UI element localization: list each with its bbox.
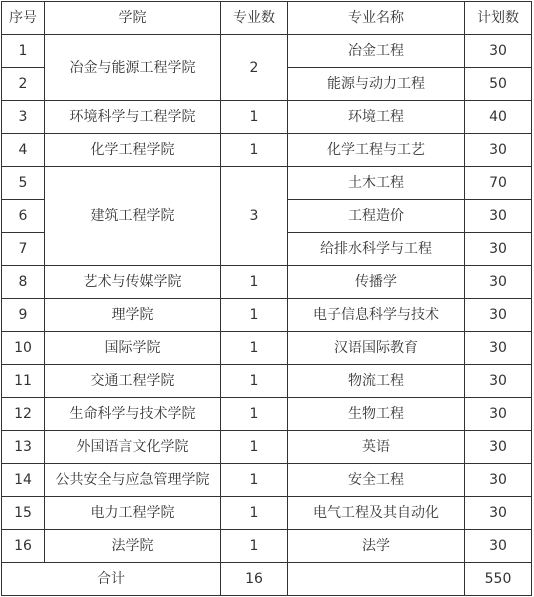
row-quota: 30 bbox=[465, 431, 532, 464]
table-row bbox=[2, 497, 532, 530]
row-quota: 30 bbox=[465, 332, 532, 365]
row-index: 12 bbox=[2, 398, 45, 431]
row-major-count: 1 bbox=[221, 332, 288, 365]
row-major-name: 工程造价 bbox=[288, 200, 465, 233]
row-college: 法学院 bbox=[45, 530, 221, 563]
row-major-name: 法学 bbox=[288, 530, 465, 563]
row-index: 5 bbox=[2, 167, 45, 200]
total-row bbox=[2, 563, 532, 596]
row-college: 电力工程学院 bbox=[45, 497, 221, 530]
header-major-name: 专业名称 bbox=[288, 2, 465, 35]
row-index: 7 bbox=[2, 233, 45, 266]
row-major-name: 生物工程 bbox=[288, 398, 465, 431]
row-major-name: 冶金工程 bbox=[288, 35, 465, 68]
row-major-count: 1 bbox=[221, 365, 288, 398]
row-college: 生命科学与技术学院 bbox=[45, 398, 221, 431]
row-quota: 70 bbox=[465, 167, 532, 200]
row-quota: 50 bbox=[465, 68, 532, 101]
header-index: 序号 bbox=[2, 2, 45, 35]
row-quota: 30 bbox=[465, 530, 532, 563]
row-major-count: 3 bbox=[221, 167, 288, 266]
table-row bbox=[2, 101, 532, 134]
row-major-name: 电子信息科学与技术 bbox=[288, 299, 465, 332]
row-college: 化学工程学院 bbox=[45, 134, 221, 167]
row-quota: 40 bbox=[465, 101, 532, 134]
row-major-count: 1 bbox=[221, 134, 288, 167]
row-quota: 30 bbox=[465, 200, 532, 233]
total-major-count: 16 bbox=[221, 563, 288, 596]
table-row bbox=[2, 134, 532, 167]
row-index: 6 bbox=[2, 200, 45, 233]
row-index: 4 bbox=[2, 134, 45, 167]
row-quota: 30 bbox=[465, 398, 532, 431]
row-index: 13 bbox=[2, 431, 45, 464]
table-row bbox=[2, 530, 532, 563]
table-row bbox=[2, 332, 532, 365]
row-quota: 30 bbox=[465, 35, 532, 68]
row-college: 理学院 bbox=[45, 299, 221, 332]
row-quota: 30 bbox=[465, 233, 532, 266]
row-index: 8 bbox=[2, 266, 45, 299]
row-major-name: 环境工程 bbox=[288, 101, 465, 134]
table-row bbox=[2, 299, 532, 332]
row-quota: 30 bbox=[465, 464, 532, 497]
row-major-count: 2 bbox=[221, 35, 288, 101]
row-quota: 30 bbox=[465, 497, 532, 530]
row-college: 交通工程学院 bbox=[45, 365, 221, 398]
row-index: 14 bbox=[2, 464, 45, 497]
row-major-count: 1 bbox=[221, 530, 288, 563]
row-college: 环境科学与工程学院 bbox=[45, 101, 221, 134]
header-college: 学院 bbox=[45, 2, 221, 35]
enrollment-plan-table bbox=[1, 1, 532, 596]
row-college: 外国语言文化学院 bbox=[45, 431, 221, 464]
row-quota: 30 bbox=[465, 299, 532, 332]
row-college: 艺术与传媒学院 bbox=[45, 266, 221, 299]
row-major-name: 化学工程与工艺 bbox=[288, 134, 465, 167]
row-major-count: 1 bbox=[221, 299, 288, 332]
row-major-name: 汉语国际教育 bbox=[288, 332, 465, 365]
table-row bbox=[2, 464, 532, 497]
row-quota: 30 bbox=[465, 134, 532, 167]
row-index: 15 bbox=[2, 497, 45, 530]
row-major-count: 1 bbox=[221, 101, 288, 134]
row-index: 16 bbox=[2, 530, 45, 563]
row-major-count: 1 bbox=[221, 398, 288, 431]
row-index: 1 bbox=[2, 35, 45, 68]
row-major-name: 英语 bbox=[288, 431, 465, 464]
table-row bbox=[2, 365, 532, 398]
header-major-count: 专业数 bbox=[221, 2, 288, 35]
row-college: 冶金与能源工程学院 bbox=[45, 35, 221, 101]
row-index: 3 bbox=[2, 101, 45, 134]
row-major-name: 传播学 bbox=[288, 266, 465, 299]
total-label: 合计 bbox=[2, 563, 221, 596]
row-college: 国际学院 bbox=[45, 332, 221, 365]
total-empty-cell bbox=[288, 563, 465, 596]
row-major-count: 1 bbox=[221, 497, 288, 530]
row-major-name: 能源与动力工程 bbox=[288, 68, 465, 101]
row-quota: 30 bbox=[465, 266, 532, 299]
table-row bbox=[2, 398, 532, 431]
row-index: 2 bbox=[2, 68, 45, 101]
row-major-name: 土木工程 bbox=[288, 167, 465, 200]
row-index: 10 bbox=[2, 332, 45, 365]
table-row bbox=[2, 167, 532, 200]
table-header-row bbox=[2, 2, 532, 35]
table-row bbox=[2, 35, 532, 68]
total-quota: 550 bbox=[465, 563, 532, 596]
row-index: 11 bbox=[2, 365, 45, 398]
row-major-count: 1 bbox=[221, 464, 288, 497]
row-major-count: 1 bbox=[221, 266, 288, 299]
row-college: 公共安全与应急管理学院 bbox=[45, 464, 221, 497]
row-major-name: 安全工程 bbox=[288, 464, 465, 497]
row-quota: 30 bbox=[465, 365, 532, 398]
row-major-count: 1 bbox=[221, 431, 288, 464]
row-major-name: 物流工程 bbox=[288, 365, 465, 398]
row-major-name: 电气工程及其自动化 bbox=[288, 497, 465, 530]
table-row bbox=[2, 266, 532, 299]
row-college: 建筑工程学院 bbox=[45, 167, 221, 266]
header-quota: 计划数 bbox=[465, 2, 532, 35]
row-index: 9 bbox=[2, 299, 45, 332]
row-major-name: 给排水科学与工程 bbox=[288, 233, 465, 266]
table-row bbox=[2, 431, 532, 464]
